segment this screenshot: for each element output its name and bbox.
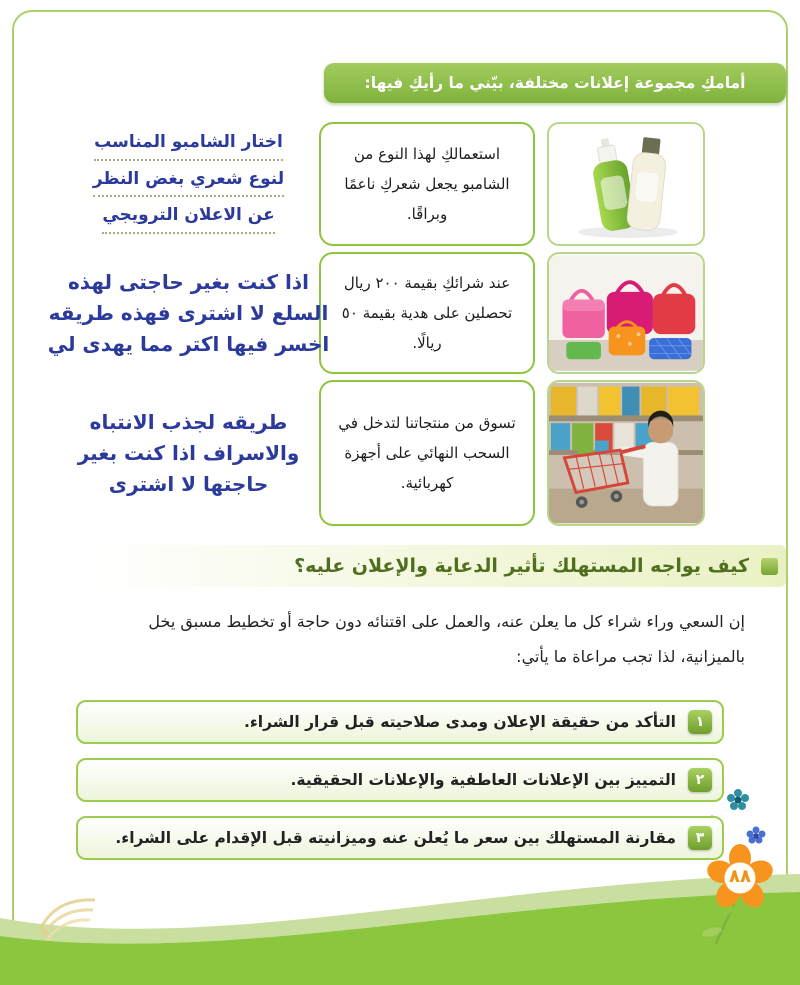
blue-flower-icon — [747, 827, 766, 844]
ad-text-box — [319, 252, 535, 374]
answer-line: اختار الشامبو المناسب — [94, 129, 283, 160]
ad-text-box — [319, 380, 535, 526]
advice-item — [76, 758, 724, 802]
answer-line: السلع لا اشترى فهذه طريقه — [48, 300, 329, 325]
section-heading-text: كيف يواجه المستهلك تأثير الدعاية والإعلان عليه؟ — [294, 555, 749, 577]
ad-row — [47, 252, 705, 374]
answer-line: والاسراف اذا كنت بغير — [77, 440, 300, 465]
flower-ornament — [682, 780, 792, 950]
ad-row — [70, 380, 705, 526]
student-answer-area[interactable] — [70, 380, 307, 526]
ministry-logo-icon — [35, 890, 101, 942]
answer-line: حاجتها لا اشترى — [108, 471, 269, 496]
answer-line: لنوع شعري بغض النظر — [93, 166, 284, 197]
shampoo-ad-image — [547, 122, 705, 246]
advice-item — [76, 816, 724, 860]
bottom-wave-decoration — [0, 870, 800, 985]
advice-text: مقارنة المستهلك بين سعر ما يُعلن عنه وميزانيته قبل الإقدام على الشراء. — [115, 829, 676, 847]
handbags-ad-image — [547, 252, 705, 374]
point-number-badge: ١ — [688, 710, 712, 734]
ad-text: عند شرائكِ بقيمة ٢٠٠ ريال تحصلين على هدية بقيمة ٥٠ ريالًا. — [341, 274, 513, 352]
instruction-banner-text: أمامكِ مجموعة إعلانات مختلفة، بيّني ما رأيكِ فيها: — [364, 74, 746, 92]
student-answer-area[interactable] — [70, 122, 307, 246]
ad-text-box — [319, 122, 535, 246]
ad-text: استعمالكِ لهذا النوع من الشامبو يجعل شعركِ ناعمًا وبراقًا. — [344, 145, 510, 223]
ad-text: تسوق من منتجاتنا لتدخل في السحب النهائي على أجهزة كهربائية. — [338, 414, 516, 492]
advice-text: التأكد من حقيقة الإعلان ومدى صلاحيته قبل قرار الشراء. — [244, 713, 676, 731]
answer-line: طريقه لجذب الانتباه — [89, 409, 288, 434]
advice-text: التمييز بين الإعلانات العاطفية والإعلانات الحقيقية. — [290, 771, 676, 789]
section-heading-band — [80, 545, 786, 587]
advice-item — [76, 700, 724, 744]
answer-line: اذا كنت بغير حاجتى لهذه — [67, 269, 309, 294]
supermarket-ad-image — [547, 380, 705, 526]
ad-row — [70, 122, 705, 246]
section-bullet-icon — [761, 558, 778, 575]
point-number-badge: ٣ — [688, 826, 712, 850]
student-answer-area[interactable] — [47, 252, 330, 374]
instruction-banner — [324, 63, 786, 103]
point-number-badge: ٢ — [688, 768, 712, 792]
answer-line: اخسر فيها اكتر مما يهدى لي — [47, 331, 330, 356]
boy-shopping-cart-illustration — [549, 382, 703, 524]
shampoo-bottles-illustration — [549, 124, 703, 244]
page-number: ٨٨ — [729, 866, 751, 887]
teal-flower-icon — [727, 789, 749, 810]
answer-line: عن الاعلان الترويجي — [102, 202, 274, 233]
intro-paragraph: إن السعي وراء شراء كل ما يعلن عنه، والعمل على اقتنائه دون حاجة أو تخطيط مسبق يخل بالميزانية، لذا تجب مراعاة ما يأتي: — [148, 612, 745, 667]
handbags-illustration — [549, 254, 703, 372]
